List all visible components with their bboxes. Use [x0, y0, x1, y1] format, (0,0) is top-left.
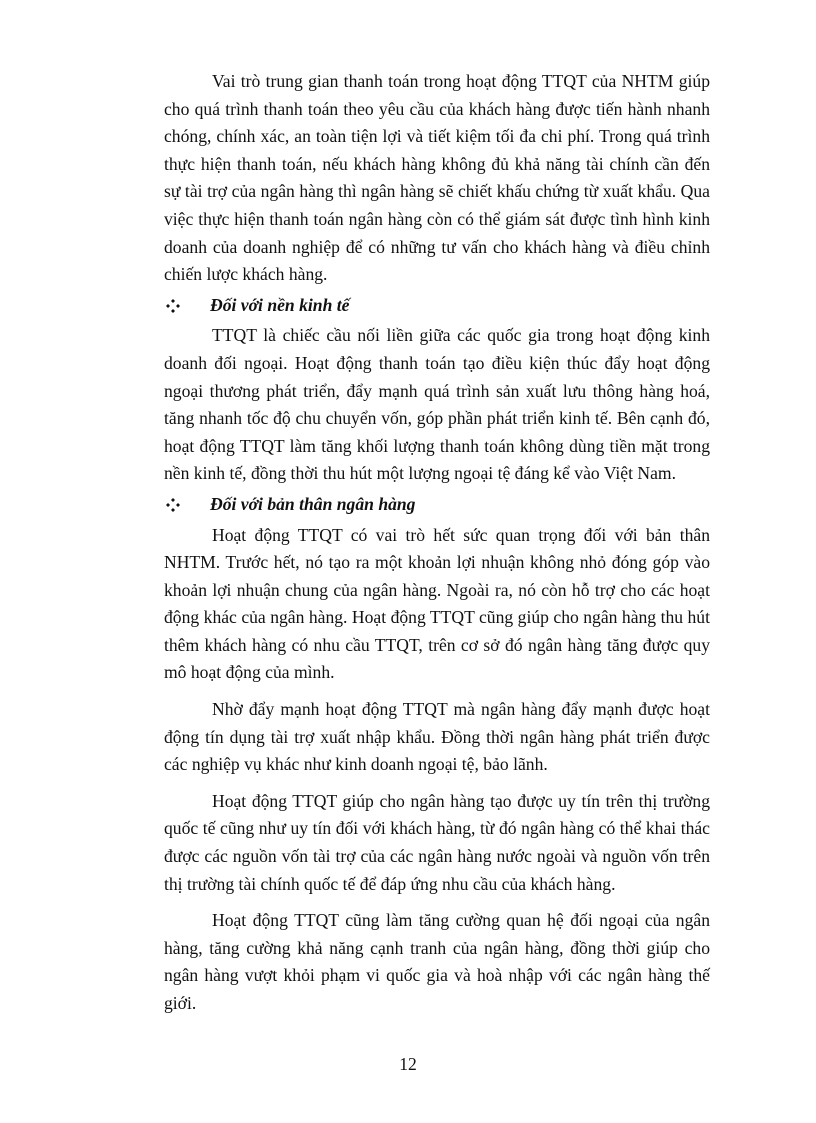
section-heading-bank: [164, 491, 710, 519]
page-number: 12: [399, 1054, 417, 1074]
document-page: [164, 68, 710, 1018]
paragraph-intro: Vai trò trung gian thanh toán trong hoạt động TTQT của NHTM giúp cho quá trình thanh toán theo yêu cầu của khách hàng được tiến hành nhanh chóng, chính xác, an toàn tiện lợi và tiết kiệm tối đa chi phí. Trong quá trình thực hiện thanh toán, nếu khách hàng không đủ khả năng tài chính cần đến sự tài trợ của ngân hàng thì ngân hàng sẽ chiết khấu chứng từ xuất khẩu. Qua việc thực hiện thanh toán ngân hàng còn có thể giám sát được tình hình kinh doanh của doanh nghiệp để có những tư vấn cho khách hàng và điều chỉnh chiến lược khách hàng.: [164, 71, 710, 285]
paragraph-economy: TTQT là chiếc cầu nối liền giữa các quốc gia trong hoạt động kinh doanh đối ngoại. Hoạt động thanh toán tạo điều kiện thúc đẩy hoạt động ngoại thương phát triển, đẩy mạnh quá trình sản xuất lưu thông hàng hoá, tăng nhanh tốc độ chu chuyển vốn, góp phần phát triển kinh tế. Bên cạnh đó, hoạt động TTQT làm tăng khối lượng thanh toán không dùng tiền mặt trong nền kinh tế, đồng thời thu hút một lượng ngoại tệ đáng kể vào Việt Nam.: [164, 325, 710, 484]
four-diamond-bullet-icon: [164, 498, 210, 512]
paragraph-bank-3: Hoạt động TTQT giúp cho ngân hàng tạo được uy tín trên thị trường quốc tế cũng như uy tín đối với khách hàng, từ đó ngân hàng có thể khai thác được các nguồn vốn tài trợ của các ngân hàng nước ngoài và nguồn vốn trên thị trường tài chính quốc tế để đáp ứng nhu cầu của khách hàng.: [164, 790, 710, 894]
four-diamond-bullet-icon: [164, 299, 210, 313]
paragraph-bank-1: Hoạt động TTQT có vai trò hết sức quan trọng đối với bản thân NHTM. Trước hết, nó tạo ra một khoản lợi nhuận không nhỏ đóng góp vào khoản lợi nhuận chung của ngân hàng. Ngoài ra, nó còn hỗ trợ cho các hoạt động khác của ngân hàng. Hoạt động TTQT cũng giúp cho ngân hàng thu hút thêm khách hàng có nhu cầu TTQT, trên cơ sở đó ngân hàng tăng được quy mô hoạt động của mình.: [164, 524, 710, 683]
section-heading-text: Đối với nền kinh tế: [210, 294, 350, 315]
paragraph-bank-2: Nhờ đẩy mạnh hoạt động TTQT mà ngân hàng đẩy mạnh được hoạt động tín dụng tài trợ xuất nhập khẩu. Đồng thời ngân hàng phát triển được các nghiệp vụ khác như kinh doanh ngoại tệ, bảo lãnh.: [164, 699, 710, 775]
section-heading-economy: [164, 292, 710, 320]
section-heading-text: Đối với bản thân ngân hàng: [210, 493, 416, 514]
paragraph-bank-4: Hoạt động TTQT cũng làm tăng cường quan hệ đối ngoại của ngân hàng, tăng cường khả năng cạnh tranh của ngân hàng, đồng thời giúp cho ngân hàng vượt khỏi phạm vi quốc gia và hoà nhập với các ngân hàng thế giới.: [164, 910, 710, 1013]
